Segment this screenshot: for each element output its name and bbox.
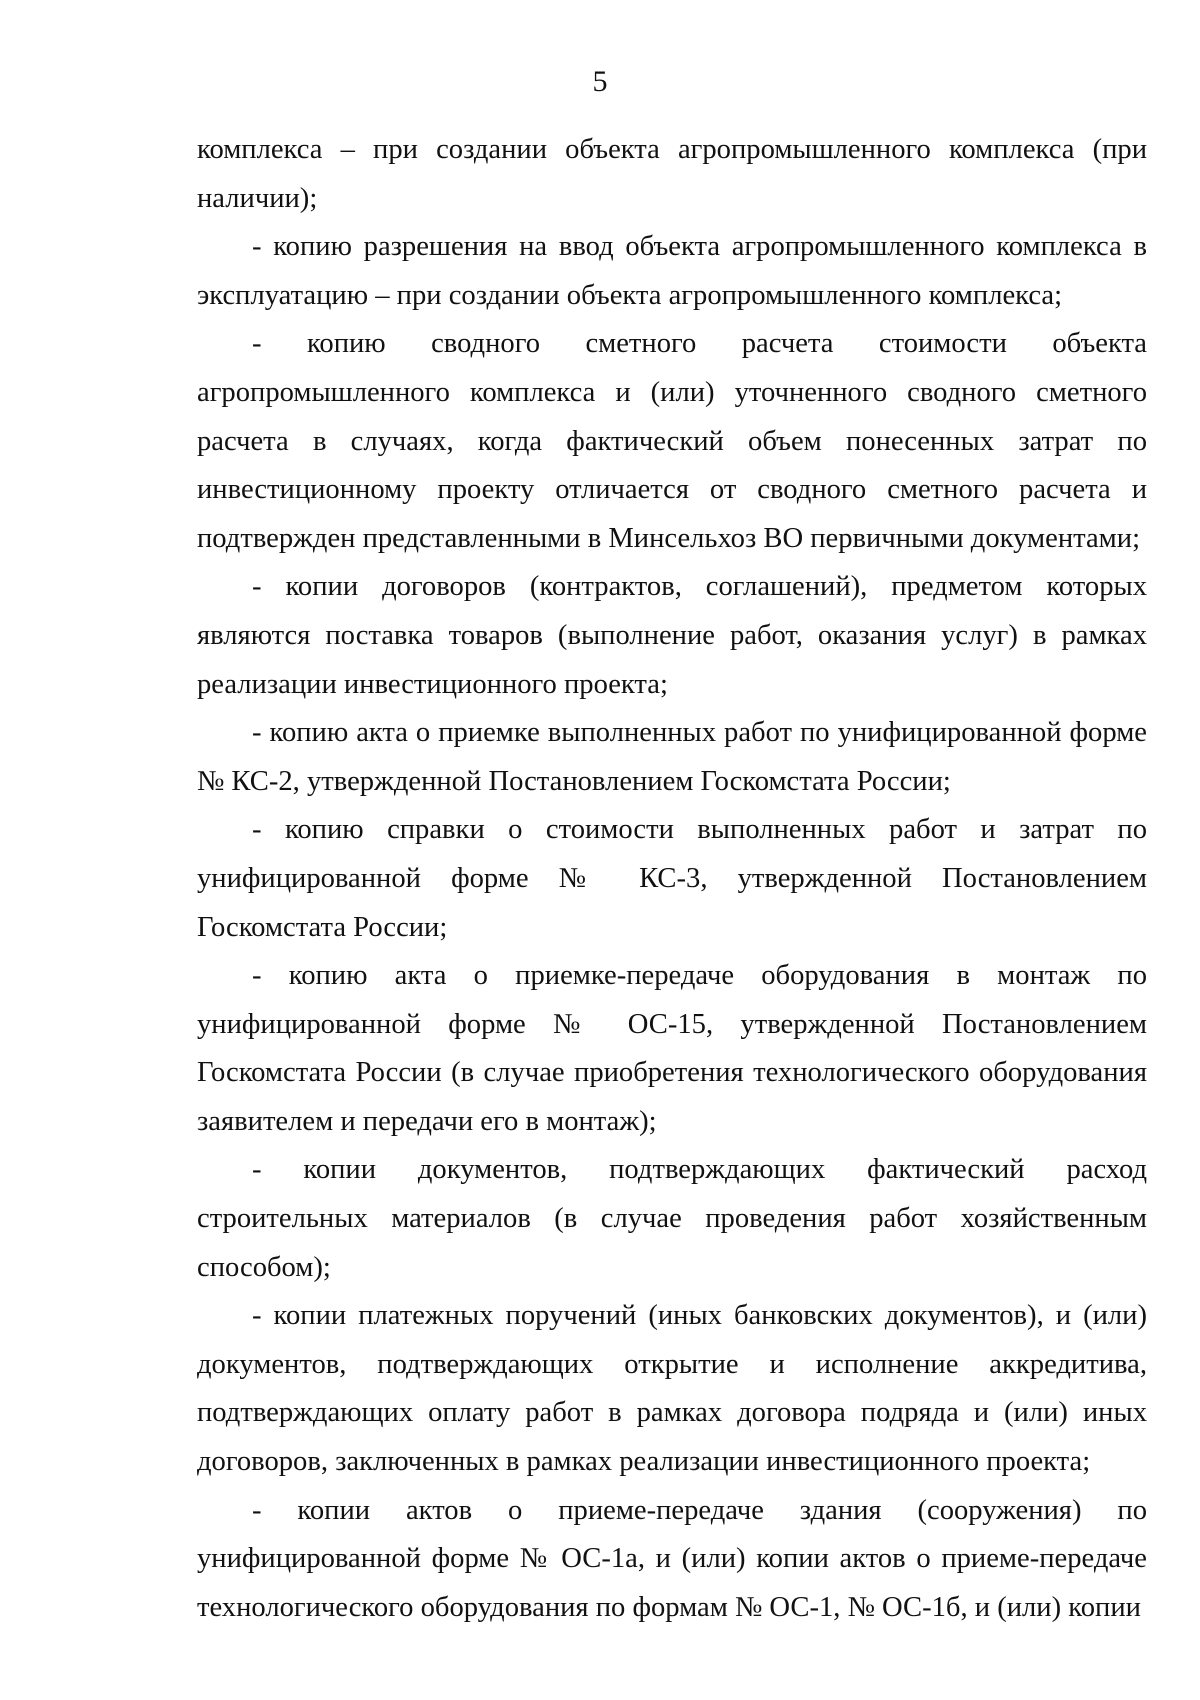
paragraph-continuation: комплекса – при создании объекта агропромышленного комплекса (при наличии); <box>197 134 1147 214</box>
list-item-os15: - копию акта о приемке-передаче оборудования в монтаж по унифицированной форме № ОС-15, утвержденной Постановлением Госкомстата России (в случае приобретения технологического оборудования заявителем и передачи его в монтаж); <box>197 960 1147 1137</box>
list-item-materials: - копии документов, подтверждающих фактический расход строительных материалов (в случае проведения работ хозяйственным способом); <box>197 1154 1147 1283</box>
list-item-permit: - копию разрешения на ввод объекта агропромышленного комплекса в эксплуатацию – при создании объекта агропромышленного комплекса; <box>197 231 1147 311</box>
list-item-estimate: - копию сводного сметного расчета стоимости объекта агропромышленного комплекса и (или) уточненного сводного сметного расчета в случаях, когда фактический объем понесенных затрат по инвестиционному проекту отличается от сводного сметного расчета и подтвержден представленными в Минсельхоз ВО первичными документами; <box>197 328 1147 554</box>
list-item-contracts: - копии договоров (контрактов, соглашений), предметом которых являются поставка товаров (выполнение работ, оказания услуг) в рамках реализации инвестиционного проекта; <box>197 571 1147 700</box>
document-body <box>197 126 1147 1632</box>
list-item-ks3: - копию справки о стоимости выполненных работ и затрат по унифицированной форме № КС-3, утвержденной Постановлением Госкомстата России; <box>197 814 1147 943</box>
page-number: 5 <box>592 65 608 98</box>
list-item-acts: - копии актов о приеме-передаче здания (сооружения) по унифицированной форме № ОС-1а, и (или) копии актов о приеме-передаче технологического оборудования по формам № ОС-1, № ОС-1б, и (или) копии <box>197 1494 1147 1623</box>
list-item-ks2: - копию акта о приемке выполненных работ по унифицированной форме № КС-2, утвержденной Постановлением Госкомстата России; <box>197 717 1147 797</box>
list-item-payments: - копии платежных поручений (иных банковских документов), и (или) документов, подтверждающих открытие и исполнение аккредитива, подтверждающих оплату работ в рамках договора подряда и (или) иных договоров, заключенных в рамках реализации инвестиционного проекта; <box>197 1300 1147 1478</box>
